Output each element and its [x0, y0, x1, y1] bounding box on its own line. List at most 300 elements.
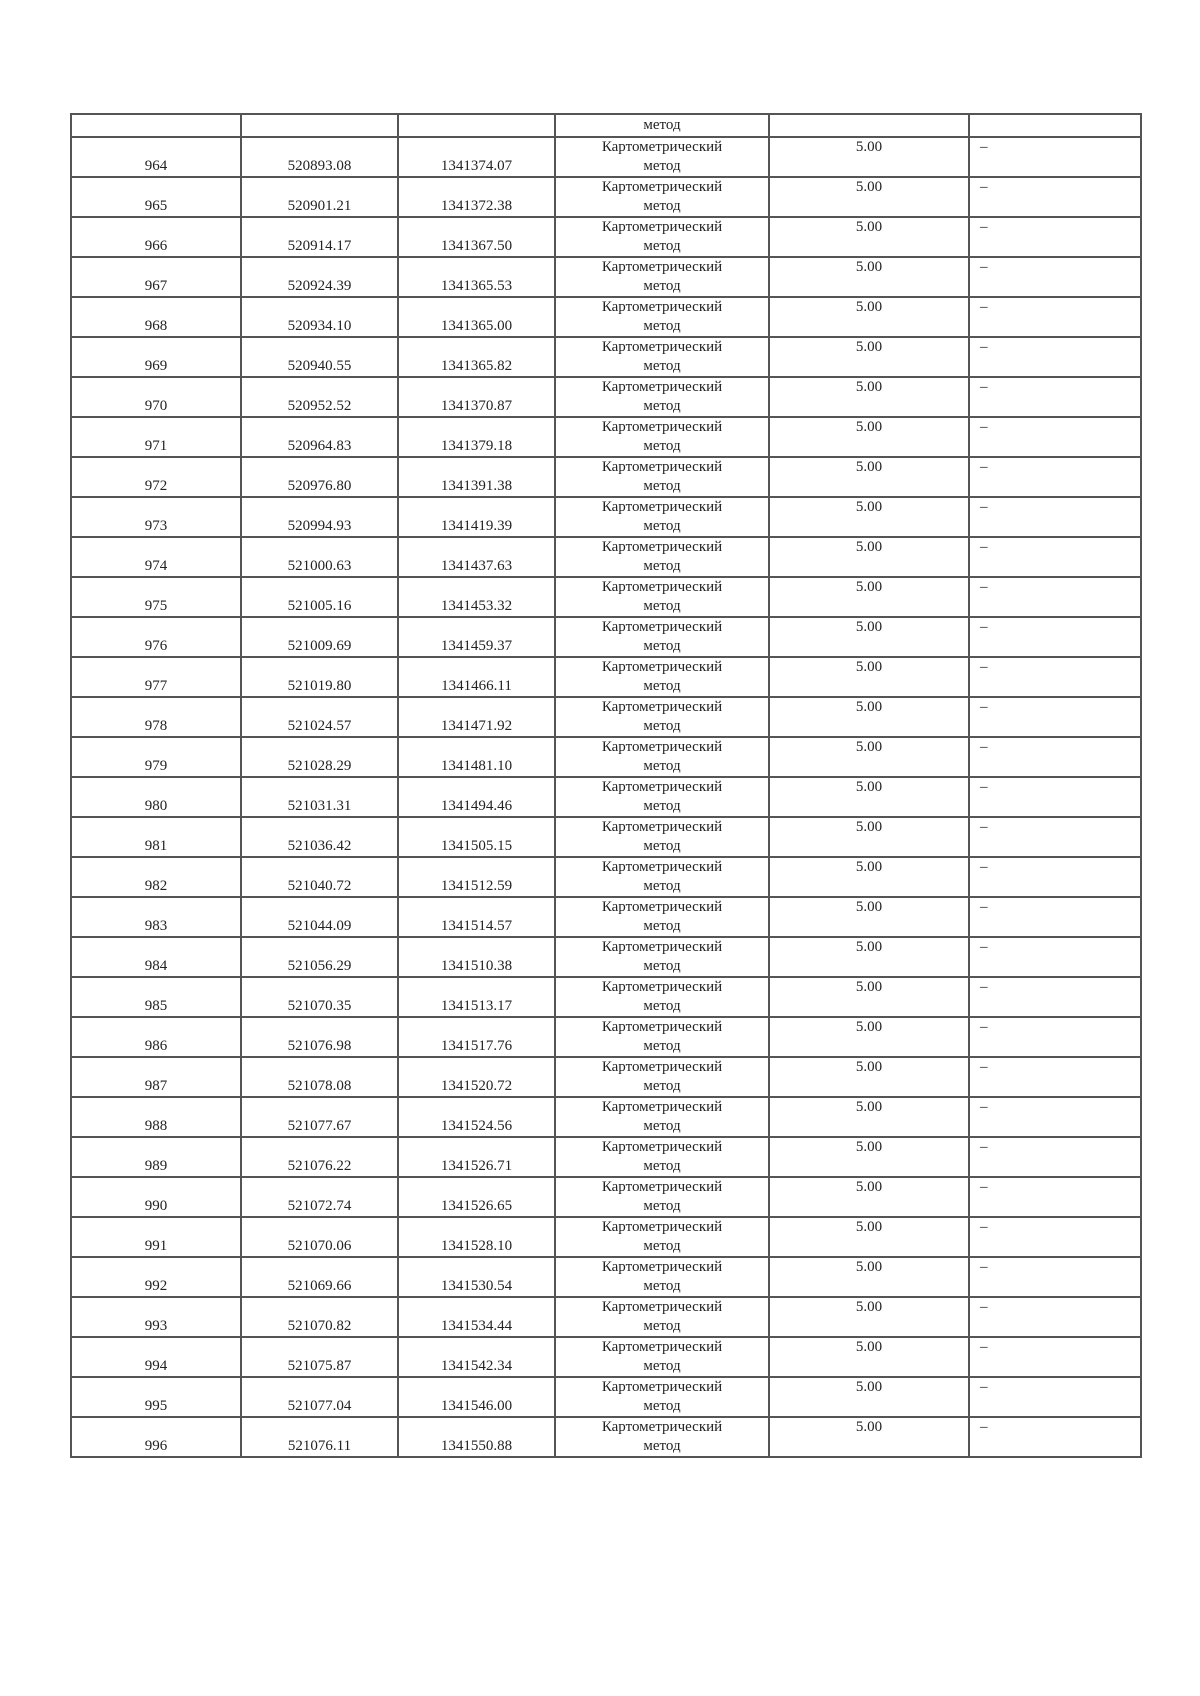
continuation-row: [71, 114, 1141, 137]
method-line-1: Картометрический: [601, 659, 723, 675]
cell-num: 975: [71, 577, 241, 617]
cell-description: –: [969, 617, 1141, 657]
cell-accuracy: 5.00: [769, 1257, 969, 1297]
cell-y: 1341546.00: [398, 1377, 555, 1417]
cell-x: 521070.82: [241, 1297, 398, 1337]
method-line-1: Картометрический: [601, 1219, 723, 1235]
cell-y: 1341514.57: [398, 897, 555, 937]
cell-method: [555, 1137, 769, 1177]
method-line-2: метод: [643, 958, 681, 974]
method-line-2: метод: [643, 1398, 681, 1414]
table-row: [71, 177, 1141, 217]
cell-num: 977: [71, 657, 241, 697]
cell-y: 1341466.11: [398, 657, 555, 697]
cell-x: 520940.55: [241, 337, 398, 377]
cell-x: 521005.16: [241, 577, 398, 617]
cell-num: 964: [71, 137, 241, 177]
cell-method: [555, 337, 769, 377]
cell-description: –: [969, 697, 1141, 737]
cell-description: –: [969, 537, 1141, 577]
cell-y: 1341453.32: [398, 577, 555, 617]
cell-accuracy: 5.00: [769, 1057, 969, 1097]
method-line-2: метод: [643, 718, 681, 734]
cell-accuracy: 5.00: [769, 1417, 969, 1457]
cell-accuracy: 5.00: [769, 737, 969, 777]
cell-description: –: [969, 457, 1141, 497]
table-row: [71, 577, 1141, 617]
method-line-1: Картометрический: [601, 1179, 723, 1195]
cell-method: [555, 817, 769, 857]
cell-num: 976: [71, 617, 241, 657]
cell-num: 981: [71, 817, 241, 857]
method-line-2: метод: [643, 518, 681, 534]
cell-num: 968: [71, 297, 241, 337]
table-row: [71, 777, 1141, 817]
method-line-1: Картометрический: [601, 859, 723, 875]
cell-description: –: [969, 177, 1141, 217]
method-line-2: метод: [643, 798, 681, 814]
cell-method: [555, 937, 769, 977]
cell-y: 1341513.17: [398, 977, 555, 1017]
table-row: [71, 1097, 1141, 1137]
method-line-2: метод: [643, 678, 681, 694]
table-row: [71, 137, 1141, 177]
cell-x: 520952.52: [241, 377, 398, 417]
cell-y: 1341517.76: [398, 1017, 555, 1057]
cell-method: [555, 217, 769, 257]
cell-num: 979: [71, 737, 241, 777]
cell-num: 989: [71, 1137, 241, 1177]
cell-description: –: [969, 377, 1141, 417]
method-line-1: Картометрический: [601, 1419, 723, 1435]
cell-num: 994: [71, 1337, 241, 1377]
table-row: [71, 1217, 1141, 1257]
table-body: [71, 114, 1141, 1457]
cell-accuracy: 5.00: [769, 1177, 969, 1217]
method-line-1: Картометрический: [601, 419, 723, 435]
method-line-2: метод: [643, 238, 681, 254]
cell-y: 1341524.56: [398, 1097, 555, 1137]
cell-num: 996: [71, 1417, 241, 1457]
cell-method: [555, 777, 769, 817]
cell-method: [555, 1097, 769, 1137]
cell-description: –: [969, 1377, 1141, 1417]
cell-description: –: [969, 257, 1141, 297]
cell-num: 970: [71, 377, 241, 417]
cell-num: 978: [71, 697, 241, 737]
cell-description: –: [969, 657, 1141, 697]
cell-accuracy: 5.00: [769, 697, 969, 737]
cell-method: [555, 537, 769, 577]
method-line-2: метод: [643, 278, 681, 294]
method-line-1: Картометрический: [601, 1299, 723, 1315]
cell-accuracy: 5.00: [769, 817, 969, 857]
cell-num: 993: [71, 1297, 241, 1337]
method-line-2: метод: [643, 598, 681, 614]
cell-method: [555, 737, 769, 777]
cell-method: [555, 417, 769, 457]
method-line-2: метод: [643, 1318, 681, 1334]
cell-y: 1341520.72: [398, 1057, 555, 1097]
method-tail: метод: [643, 117, 681, 133]
cell-x: 520914.17: [241, 217, 398, 257]
table-row: [71, 457, 1141, 497]
cell-description: –: [969, 1137, 1141, 1177]
cell-description: –: [969, 1097, 1141, 1137]
table-row: [71, 537, 1141, 577]
table-row: [71, 297, 1141, 337]
cell-description: –: [969, 1257, 1141, 1297]
cell-x: 521072.74: [241, 1177, 398, 1217]
method-line-1: Картометрический: [601, 459, 723, 475]
table-row: [71, 497, 1141, 537]
table-row: [71, 1057, 1141, 1097]
cell-x: 520964.83: [241, 417, 398, 457]
cell-num: 982: [71, 857, 241, 897]
method-line-1: Картометрический: [601, 539, 723, 555]
method-line-1: Картометрический: [601, 1099, 723, 1115]
cell-num: 990: [71, 1177, 241, 1217]
cell-x: 521000.63: [241, 537, 398, 577]
cell-method: [555, 697, 769, 737]
method-line-1: Картометрический: [601, 739, 723, 755]
cell-x: 521040.72: [241, 857, 398, 897]
cell-description: –: [969, 1297, 1141, 1337]
method-line-1: Картометрический: [601, 179, 723, 195]
cell-method: [555, 297, 769, 337]
cell-method: [555, 457, 769, 497]
table-row: [71, 937, 1141, 977]
cell-y: 1341471.92: [398, 697, 555, 737]
table-row: [71, 257, 1141, 297]
table-row: [71, 217, 1141, 257]
method-line-2: метод: [643, 158, 681, 174]
cell-method: [555, 977, 769, 1017]
table-row: [71, 1137, 1141, 1177]
method-line-1: Картометрический: [601, 1059, 723, 1075]
table-row: [71, 737, 1141, 777]
cell-y: 1341459.37: [398, 617, 555, 657]
cell-y: 1341437.63: [398, 537, 555, 577]
cell-y: 1341419.39: [398, 497, 555, 537]
cell-y: 1341372.38: [398, 177, 555, 217]
method-line-2: метод: [643, 1078, 681, 1094]
cell-method: [555, 1217, 769, 1257]
cell-x: 521019.80: [241, 657, 398, 697]
method-line-2: метод: [643, 478, 681, 494]
cell-x: 521044.09: [241, 897, 398, 937]
method-line-1: Картометрический: [601, 979, 723, 995]
method-line-2: метод: [643, 638, 681, 654]
cell-y: 1341530.54: [398, 1257, 555, 1297]
cell-description: –: [969, 1177, 1141, 1217]
method-line-2: метод: [643, 1038, 681, 1054]
cell-y: 1341542.34: [398, 1337, 555, 1377]
cell-x: 521031.31: [241, 777, 398, 817]
coordinates-table: [70, 113, 1142, 1458]
cell-accuracy: 5.00: [769, 417, 969, 457]
method-line-2: метод: [643, 358, 681, 374]
cell-num: 980: [71, 777, 241, 817]
cell-method: [555, 857, 769, 897]
cell-num: 992: [71, 1257, 241, 1297]
table-row: [71, 697, 1141, 737]
cell-y: 1341365.53: [398, 257, 555, 297]
cell-method: [555, 257, 769, 297]
cell-y: 1341505.15: [398, 817, 555, 857]
cell-x: 521069.66: [241, 1257, 398, 1297]
cell-accuracy: 5.00: [769, 1097, 969, 1137]
cell-num: 984: [71, 937, 241, 977]
table-row: [71, 617, 1141, 657]
cell-method: [555, 657, 769, 697]
cell-x: 521077.04: [241, 1377, 398, 1417]
cell-num: 983: [71, 897, 241, 937]
table-row: [71, 1017, 1141, 1057]
table-row: [71, 417, 1141, 457]
cell-method: [555, 377, 769, 417]
cell-y: 1341526.65: [398, 1177, 555, 1217]
cell-method: [555, 1297, 769, 1337]
cell-accuracy: [769, 114, 969, 137]
cell-y: 1341391.38: [398, 457, 555, 497]
cell-num: 973: [71, 497, 241, 537]
table-row: [71, 897, 1141, 937]
cell-accuracy: 5.00: [769, 617, 969, 657]
cell-x: 520934.10: [241, 297, 398, 337]
cell-y: 1341526.71: [398, 1137, 555, 1177]
method-line-2: метод: [643, 1358, 681, 1374]
cell-x: 520901.21: [241, 177, 398, 217]
method-line-1: Картометрический: [601, 379, 723, 395]
table-row: [71, 857, 1141, 897]
cell-x: 521009.69: [241, 617, 398, 657]
cell-accuracy: 5.00: [769, 777, 969, 817]
method-line-1: Картометрический: [601, 899, 723, 915]
cell-x: 520976.80: [241, 457, 398, 497]
method-line-2: метод: [643, 1438, 681, 1454]
method-line-2: метод: [643, 1158, 681, 1174]
table-row: [71, 1337, 1141, 1377]
cell-accuracy: 5.00: [769, 1337, 969, 1377]
table-row: [71, 1257, 1141, 1297]
method-line-2: метод: [643, 198, 681, 214]
cell-description: –: [969, 1417, 1141, 1457]
cell-accuracy: 5.00: [769, 1297, 969, 1337]
cell-num: 986: [71, 1017, 241, 1057]
table-row: [71, 1377, 1141, 1417]
cell-accuracy: 5.00: [769, 937, 969, 977]
cell-y: 1341534.44: [398, 1297, 555, 1337]
cell-y: [398, 114, 555, 137]
cell-x: 521036.42: [241, 817, 398, 857]
cell-description: –: [969, 937, 1141, 977]
cell-y: 1341510.38: [398, 937, 555, 977]
cell-method: [555, 1177, 769, 1217]
cell-method: [555, 1377, 769, 1417]
cell-method: [555, 617, 769, 657]
table-row: [71, 1297, 1141, 1337]
cell-description: –: [969, 777, 1141, 817]
cell-accuracy: 5.00: [769, 1377, 969, 1417]
cell-accuracy: 5.00: [769, 1017, 969, 1057]
cell-x: [241, 114, 398, 137]
cell-method: [555, 1417, 769, 1457]
cell-method: [555, 177, 769, 217]
table-row: [71, 337, 1141, 377]
cell-accuracy: 5.00: [769, 657, 969, 697]
table-row: [71, 1177, 1141, 1217]
cell-y: 1341512.59: [398, 857, 555, 897]
cell-method: [555, 114, 769, 137]
cell-y: 1341528.10: [398, 1217, 555, 1257]
cell-num: [71, 114, 241, 137]
method-line-2: метод: [643, 918, 681, 934]
method-line-2: метод: [643, 1278, 681, 1294]
cell-accuracy: 5.00: [769, 577, 969, 617]
table-row: [71, 1417, 1141, 1457]
cell-description: –: [969, 337, 1141, 377]
cell-y: 1341367.50: [398, 217, 555, 257]
cell-num: 974: [71, 537, 241, 577]
cell-num: 988: [71, 1097, 241, 1137]
cell-num: 995: [71, 1377, 241, 1417]
method-line-1: Картометрический: [601, 819, 723, 835]
cell-x: 521070.35: [241, 977, 398, 1017]
table-row: [71, 377, 1141, 417]
cell-y: 1341365.00: [398, 297, 555, 337]
method-line-2: метод: [643, 438, 681, 454]
cell-method: [555, 1057, 769, 1097]
method-line-2: метод: [643, 838, 681, 854]
method-line-1: Картометрический: [601, 1259, 723, 1275]
cell-x: 520924.39: [241, 257, 398, 297]
cell-x: 521056.29: [241, 937, 398, 977]
cell-accuracy: 5.00: [769, 457, 969, 497]
cell-x: 521076.98: [241, 1017, 398, 1057]
cell-description: –: [969, 737, 1141, 777]
method-line-1: Картометрический: [601, 259, 723, 275]
cell-x: 520893.08: [241, 137, 398, 177]
cell-method: [555, 897, 769, 937]
cell-description: –: [969, 977, 1141, 1017]
method-line-1: Картометрический: [601, 579, 723, 595]
cell-method: [555, 577, 769, 617]
method-line-2: метод: [643, 1238, 681, 1254]
table-row: [71, 657, 1141, 697]
method-line-2: метод: [643, 318, 681, 334]
method-line-2: метод: [643, 558, 681, 574]
cell-accuracy: 5.00: [769, 897, 969, 937]
cell-y: 1341494.46: [398, 777, 555, 817]
cell-x: 521076.22: [241, 1137, 398, 1177]
cell-y: 1341370.87: [398, 377, 555, 417]
cell-accuracy: 5.00: [769, 857, 969, 897]
cell-description: –: [969, 297, 1141, 337]
cell-description: –: [969, 1057, 1141, 1097]
method-line-2: метод: [643, 758, 681, 774]
method-line-2: метод: [643, 1198, 681, 1214]
cell-x: 521024.57: [241, 697, 398, 737]
method-line-1: Картометрический: [601, 299, 723, 315]
cell-x: 520994.93: [241, 497, 398, 537]
cell-num: 966: [71, 217, 241, 257]
method-line-1: Картометрический: [601, 219, 723, 235]
cell-num: 967: [71, 257, 241, 297]
table-row: [71, 977, 1141, 1017]
method-line-1: Картометрический: [601, 139, 723, 155]
cell-accuracy: 5.00: [769, 137, 969, 177]
cell-accuracy: 5.00: [769, 297, 969, 337]
method-line-1: Картометрический: [601, 499, 723, 515]
cell-accuracy: 5.00: [769, 377, 969, 417]
table-row: [71, 817, 1141, 857]
cell-accuracy: 5.00: [769, 1217, 969, 1257]
cell-method: [555, 1257, 769, 1297]
cell-accuracy: 5.00: [769, 217, 969, 257]
method-line-1: Картометрический: [601, 339, 723, 355]
cell-num: 971: [71, 417, 241, 457]
cell-accuracy: 5.00: [769, 977, 969, 1017]
method-line-2: метод: [643, 998, 681, 1014]
cell-description: –: [969, 217, 1141, 257]
cell-description: –: [969, 857, 1141, 897]
method-line-1: Картометрический: [601, 1379, 723, 1395]
cell-description: –: [969, 817, 1141, 857]
cell-accuracy: 5.00: [769, 337, 969, 377]
cell-method: [555, 497, 769, 537]
cell-y: 1341374.07: [398, 137, 555, 177]
cell-description: –: [969, 1017, 1141, 1057]
cell-y: 1341550.88: [398, 1417, 555, 1457]
cell-description: –: [969, 417, 1141, 457]
cell-x: 521070.06: [241, 1217, 398, 1257]
cell-description: [969, 114, 1141, 137]
cell-description: –: [969, 497, 1141, 537]
cell-accuracy: 5.00: [769, 257, 969, 297]
cell-y: 1341365.82: [398, 337, 555, 377]
cell-method: [555, 1017, 769, 1057]
cell-x: 521028.29: [241, 737, 398, 777]
cell-num: 965: [71, 177, 241, 217]
method-line-2: метод: [643, 878, 681, 894]
cell-num: 972: [71, 457, 241, 497]
cell-description: –: [969, 897, 1141, 937]
method-line-1: Картометрический: [601, 1019, 723, 1035]
method-line-1: Картометрический: [601, 779, 723, 795]
cell-x: 521075.87: [241, 1337, 398, 1377]
cell-description: –: [969, 577, 1141, 617]
cell-x: 521076.11: [241, 1417, 398, 1457]
method-line-1: Картометрический: [601, 699, 723, 715]
cell-x: 521077.67: [241, 1097, 398, 1137]
cell-description: –: [969, 1217, 1141, 1257]
cell-description: –: [969, 137, 1141, 177]
cell-x: 521078.08: [241, 1057, 398, 1097]
cell-y: 1341481.10: [398, 737, 555, 777]
cell-num: 987: [71, 1057, 241, 1097]
cell-description: –: [969, 1337, 1141, 1377]
cell-accuracy: 5.00: [769, 1137, 969, 1177]
cell-method: [555, 137, 769, 177]
cell-y: 1341379.18: [398, 417, 555, 457]
cell-accuracy: 5.00: [769, 177, 969, 217]
cell-accuracy: 5.00: [769, 497, 969, 537]
method-line-2: метод: [643, 1118, 681, 1134]
cell-accuracy: 5.00: [769, 537, 969, 577]
method-line-2: метод: [643, 398, 681, 414]
method-line-1: Картометрический: [601, 1139, 723, 1155]
